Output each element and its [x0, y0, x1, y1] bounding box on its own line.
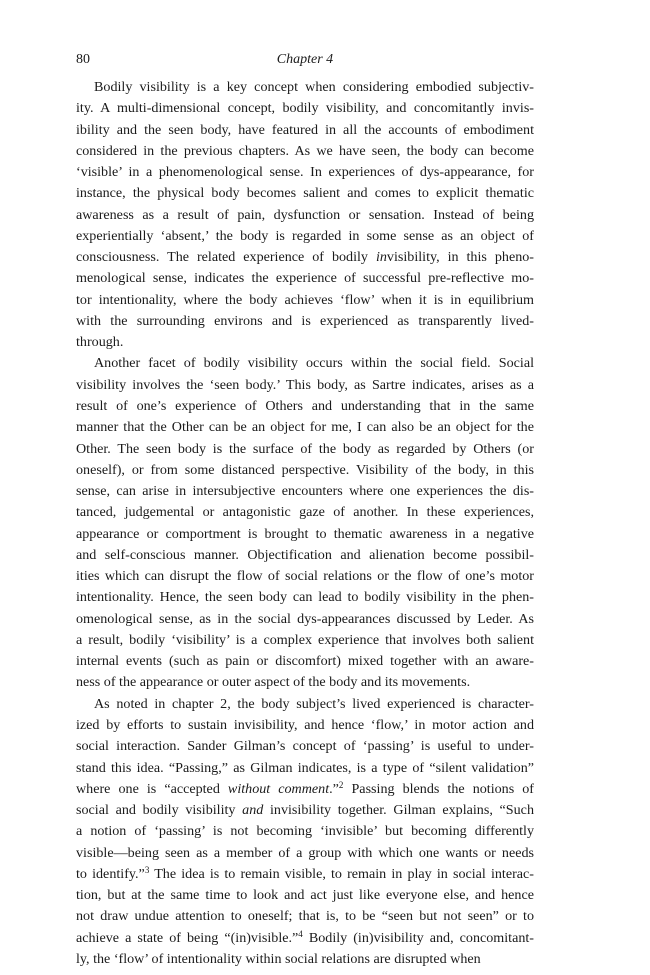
text-line: through.: [76, 334, 124, 351]
paragraph: [76, 694, 534, 970]
text-line: where one is “accepted without comment.”$^2$ Passing blends the notions of: [76, 779, 534, 797]
text-line: Other. The seen body is the surface of the body as regarded by Others (or: [76, 440, 534, 457]
footnote-reference[interactable]: 3: [144, 864, 150, 875]
text-line: Bodily visibility is a key concept when considering embodied subjectiv-: [94, 79, 534, 95]
text-line: with the surrounding environs and is experienced as transparently lived-: [76, 312, 534, 329]
text-line: not draw undue attention to oneself; that is, to be “seen but not seen” or to: [76, 908, 534, 925]
italic-emphasis: in: [375, 249, 387, 266]
text-line: sense, can arise in intersubjective encounters where one experiences the dis-: [76, 483, 534, 500]
text-line: result of one’s experience of Others and understanding that in the same: [76, 397, 534, 414]
text-line: oneself), or from some distanced perspective. Visibility of the body, in this: [76, 461, 534, 478]
text-line: a result, bodily ‘visibility’ is a complex experience that involves both salient: [76, 631, 534, 648]
italic-emphasis: without comment: [227, 780, 330, 797]
text-line: instance, the physical body becomes salient and comes to explicit thematic: [76, 185, 534, 202]
text-line: and self-conscious manner. Objectification and alienation become possibil-: [76, 546, 534, 563]
running-head: Chapter 4: [276, 52, 334, 67]
text-line: menological sense, indicates the experience of successful pre-reflective mo-: [76, 270, 534, 287]
text-line: appearance or comportment is brought to thematic awareness in a negative: [76, 525, 534, 542]
text-line: manner that the Other can be an object for me, I can also be an object for the: [76, 419, 534, 436]
text-line: social and bodily visibility and invisibility together. Gilman explains, “Such: [76, 802, 534, 819]
text-line: a notion of ‘passing’ is not becoming ‘invisible’ but becoming differently: [76, 823, 534, 840]
text-line: As noted in chapter 2, the body subject’s lived experienced is character-: [94, 695, 534, 712]
text-line: ities which can disrupt the flow of social relations or the flow of one’s motor: [76, 568, 534, 585]
italic-emphasis: and: [242, 802, 264, 819]
text-line: awareness as a result of pain, dysfunction or sensation. Instead of being: [76, 206, 534, 223]
text-line: intentionality. Hence, the seen body can lead to bodily visibility in the phen-: [76, 589, 534, 606]
text-line: ly, the ‘flow’ of intentionality within social relations are disrupted when: [76, 950, 481, 967]
text-line: social interaction. Sander Gilman’s concept of ‘passing’ is useful to under-: [76, 738, 534, 755]
text-line: stand this idea. “Passing,” as Gilman indicates, is a type of “silent validation”: [76, 759, 534, 776]
text-line: consciousness. The related experience of bodily invisibility, in this pheno-: [76, 249, 534, 266]
text-line: tanced, judgemental or antagonistic gaze of another. In these experiences,: [76, 504, 534, 521]
page-header: [76, 52, 534, 72]
text-line: tor intentionality, where the body achieves ‘flow’ when it is in equilibrium: [76, 291, 534, 308]
text-line: visible—being seen as a member of a group with which one wants or needs: [76, 844, 534, 861]
paragraph: [76, 77, 534, 353]
body-text: [76, 77, 534, 970]
text-line: experientially ‘absent,’ the body is regarded in some sense as an object of: [76, 227, 534, 244]
text-line: omenological sense, as in the social dys-appearances discussed by Leder. As: [76, 610, 534, 627]
text-line: ‘visible’ in a phenomenological sense. In experiences of dys-appearance, for: [76, 164, 534, 181]
footnote-reference[interactable]: 2: [338, 779, 344, 790]
footnote-reference[interactable]: 4: [298, 928, 303, 939]
text-line: to identify.”$^3$ The idea is to remain visible, to remain in play in social interac-: [76, 864, 534, 882]
text-line: visibility involves the ‘seen body.’ This body, as Sartre indicates, arises as a: [76, 376, 534, 393]
paragraph: [76, 353, 534, 693]
text-line: tion, but at the same time to look and act just like everyone else, and hence: [76, 887, 534, 904]
text-line: achieve a state of being “(in)visible.”$^4$ Bodily (in)visibility and, concomitant-: [76, 928, 534, 946]
text-line: considered in the previous chapters. As we have seen, the body can become: [76, 142, 534, 159]
text-line: ized by efforts to sustain invisibility, and hence ‘flow,’ in motor action and: [76, 716, 534, 733]
text-line: ibility and the seen body, have featured in all the accounts of embodiment: [76, 121, 534, 138]
page-number: 80: [76, 52, 90, 67]
text-line: ity. A multi-dimensional concept, bodily visibility, and concomitantly invis-: [76, 100, 534, 117]
text-line: Another facet of bodily visibility occurs within the social field. Social: [94, 355, 534, 372]
text-line: internal events (such as pain or discomfort) mixed together with an aware-: [76, 653, 534, 670]
text-line: ness of the appearance or outer aspect of the body and its movements.: [76, 674, 471, 691]
